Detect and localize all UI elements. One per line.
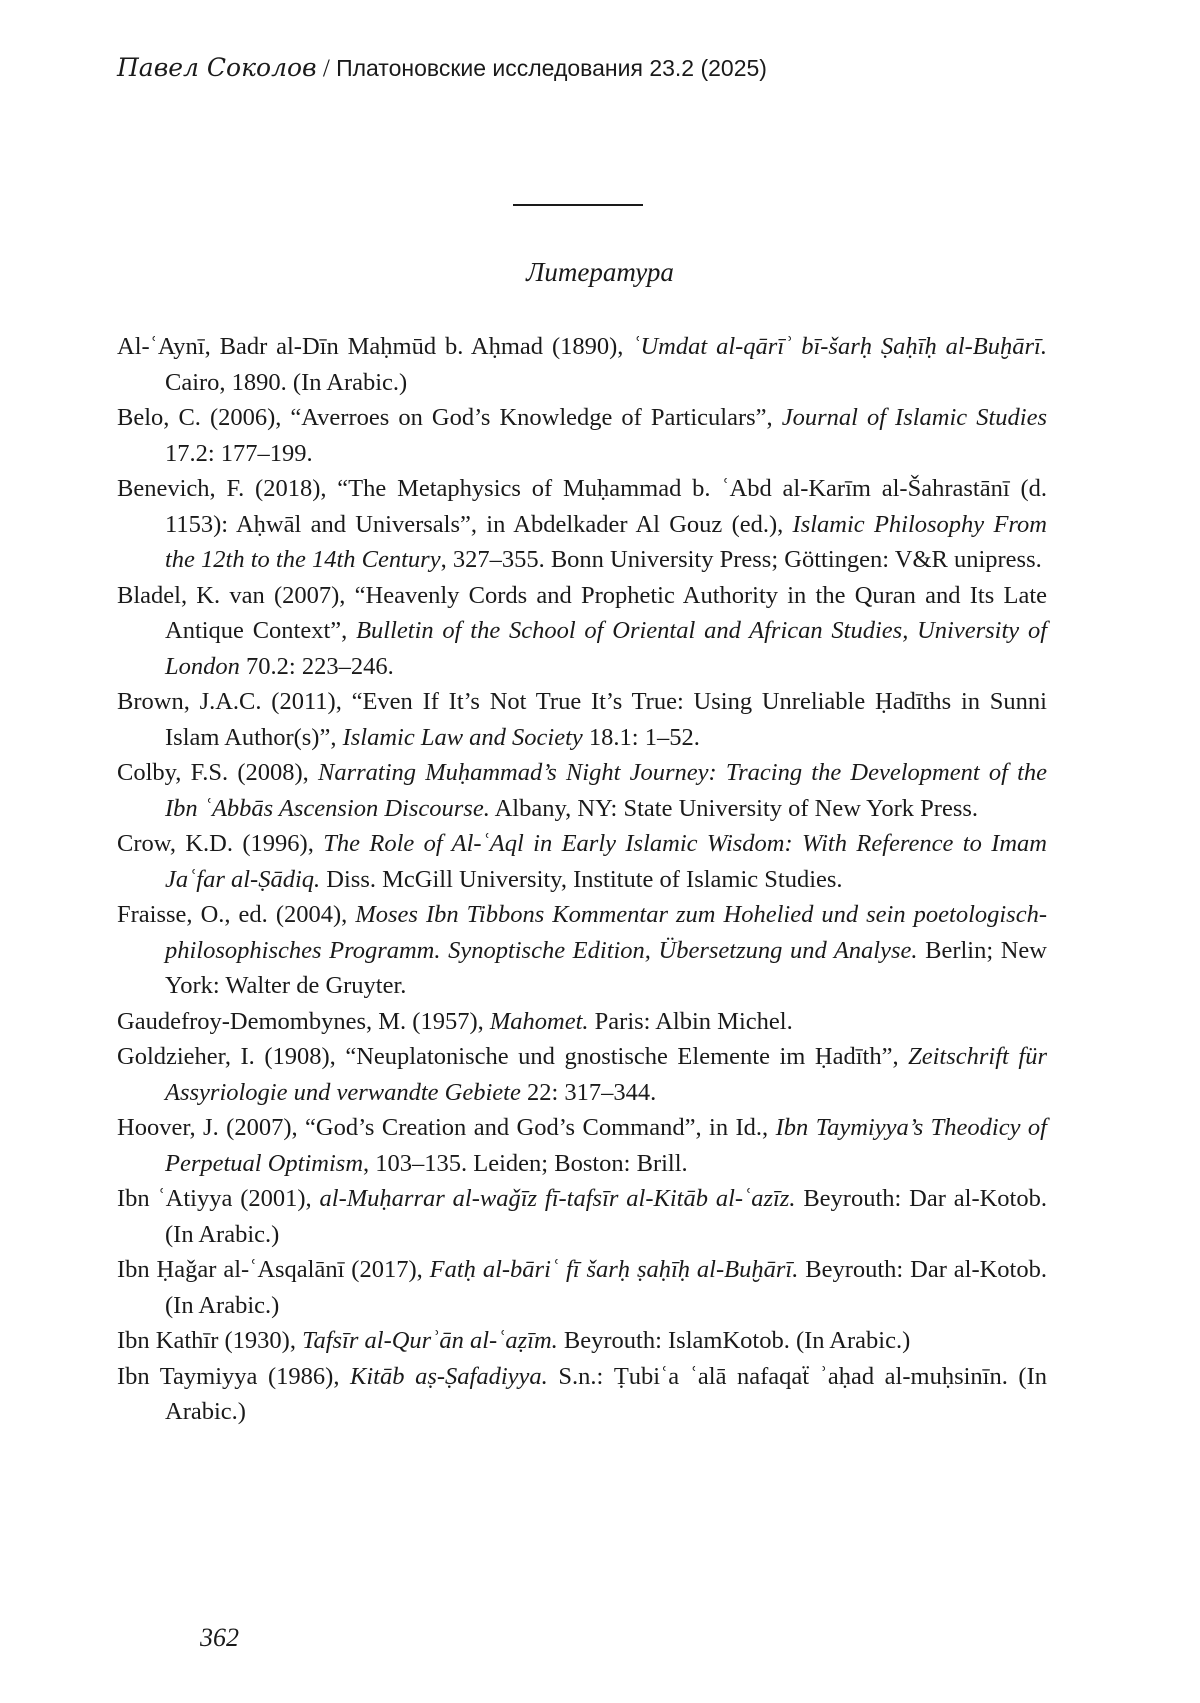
section-divider — [513, 204, 643, 206]
reference-text: Goldzieher, I. (1908), “Neuplatonische und gnostische Elemente im Ḥadīth”, — [117, 1043, 909, 1070]
reference-text: Hoover, J. (2007), “God’s Creation and God’s Command”, in Id., — [117, 1114, 776, 1141]
reference-text: Ibn Kathīr (1930), — [117, 1327, 303, 1354]
reference-title: Islamic Philosophy From the 12th to the 14th Century — [165, 510, 1047, 573]
reference-text: Al-ʿAynī, Badr al-Dīn Maḥmūd b. Aḥmad (1890), — [117, 333, 633, 360]
reference-entry — [117, 1252, 1047, 1323]
reference-text: 22: 317–344. — [520, 1078, 657, 1106]
reference-text: , 103–135. Leiden; Boston: Brill. — [363, 1149, 688, 1177]
reference-text: Diss. McGill University, Institute of Islamic Studies. — [320, 865, 843, 893]
reference-text: 17.2: 177–199. — [165, 439, 313, 467]
running-head — [117, 50, 767, 87]
reference-text: Fraisse, O., ed. (2004), — [117, 901, 356, 928]
reference-text: Berlin; New York: Walter de Gruyter. — [165, 936, 1048, 999]
page-number: 362 — [200, 1623, 239, 1652]
reference-text: Crow, K.D. (1996), — [117, 830, 324, 857]
reference-title: Mahomet. — [489, 1007, 589, 1035]
reference-text: Bladel, K. van (2007), “Heavenly Cords and Prophetic Authority in the Quran and Its Late Antique Context”, — [117, 581, 1047, 644]
reference-entry — [117, 471, 1047, 578]
reference-entry — [117, 1323, 1047, 1359]
section-title: Литература — [526, 257, 674, 287]
reference-text: Ibn Ḥaǧar al-ʿAsqalānī (2017), — [117, 1256, 430, 1283]
reference-title: Fatḥ al-bāriʿ fī šarḥ ṣaḥīḥ al-Buḫārī. — [429, 1256, 799, 1283]
reference-title: The Role of Al-ʿAql in Early Islamic Wisdom: With Reference to Imam Jaʿfar al-Ṣādiq. — [165, 830, 1047, 893]
reference-title: Narrating Muḥammad’s Night Journey: Tracing the Development of the Ibn ʿAbbās Ascension Discourse. — [165, 759, 1048, 822]
reference-entry — [117, 684, 1047, 755]
reference-title: Bulletin of the School of Oriental and African Studies, University of London — [165, 617, 1047, 680]
reference-text: Gaudefroy-Demombynes, M. (1957), — [117, 1007, 490, 1035]
reference-text: , 327–355. Bonn University Press; Göttingen: V&R unipress. — [440, 546, 1042, 573]
reference-title: Kitāb aṣ-Ṣafadiyya. — [350, 1362, 548, 1390]
reference-entry — [117, 826, 1047, 897]
reference-entry — [117, 329, 1047, 400]
reference-text: Cairo, 1890. (In Arabic.) — [165, 368, 408, 396]
reference-title: Zeitschrift für Assyriologie und verwandte Gebiete — [165, 1043, 1047, 1106]
reference-entry — [117, 578, 1047, 685]
reference-title: Ibn Taymiyya’s Theodicy of Perpetual Optimism — [165, 1114, 1047, 1177]
reference-text: Beyrouth: IslamKotob. (In Arabic.) — [557, 1327, 911, 1354]
reference-title: Journal of Islamic Studies — [781, 404, 1048, 431]
header-journal: Платоновские исследования 23.2 (2025) — [336, 55, 767, 81]
header-separator: / — [316, 55, 337, 82]
reference-text: 18.1: 1–52. — [582, 723, 700, 751]
header-author: Павел Соколов — [117, 53, 317, 82]
reference-title: al-Muḥarrar al-waǧīz fī-tafsīr al-Kitāb al-ʿazīz. — [319, 1185, 796, 1212]
reference-text: Colby, F.S. (2008), — [117, 759, 318, 786]
reference-entry — [117, 755, 1047, 826]
reference-title: Islamic Law and Society — [342, 723, 583, 751]
reference-title: ʿUmdat al-qārīʾ bī-šarḥ Ṣaḥīḥ al-Buḫārī. — [632, 333, 1047, 360]
reference-entry — [117, 1359, 1047, 1430]
bibliography — [117, 329, 1047, 1430]
reference-text: Ibn Taymiyya (1986), — [117, 1362, 351, 1390]
reference-title: Tafsīr al-Qurʾān al-ʿaẓīm. — [302, 1327, 558, 1354]
reference-entry — [117, 1110, 1047, 1181]
reference-text: Ibn ʿAtiyya (2001), — [117, 1185, 320, 1212]
reference-text: Brown, J.A.C. (2011), “Even If It’s Not True It’s True: Using Unreliable Ḥadīths in Sunni Islam Author(s)”, — [117, 688, 1047, 751]
reference-entry — [117, 1039, 1047, 1110]
reference-entry — [117, 1004, 1047, 1040]
reference-entry — [117, 897, 1047, 1004]
reference-text: Paris: Albin Michel. — [588, 1007, 793, 1035]
reference-text: Belo, C. (2006), “Averroes on God’s Knowledge of Particulars”, — [117, 404, 782, 431]
reference-entry — [117, 1181, 1047, 1252]
reference-text: S.n.: Ṭubiʿa ʿalā nafaqaẗ ʾaḥad al-muḥsinīn. (In Arabic.) — [165, 1362, 1048, 1425]
reference-text: Beyrouth: Dar al-Kotob. (In Arabic.) — [165, 1256, 1047, 1319]
reference-text: Beyrouth: Dar al-Kotob. (In Arabic.) — [165, 1185, 1047, 1248]
reference-text: Albany, NY: State University of New York Press. — [489, 794, 979, 822]
reference-text: Benevich, F. (2018), “The Metaphysics of Muḥammad b. ʿAbd al-Karīm al-Šahrastānī (d. 1153): Aḥwāl and Universals”, in Abdelkader Al Gouz (ed.), — [117, 475, 1047, 538]
reference-entry — [117, 400, 1047, 471]
reference-title: Moses Ibn Tibbons Kommentar zum Hohelied und sein poetologisch-philosophisches Programm. Synoptische Edition, Übersetzung und Analyse. — [165, 901, 1048, 964]
reference-text: 70.2: 223–246. — [239, 652, 394, 680]
